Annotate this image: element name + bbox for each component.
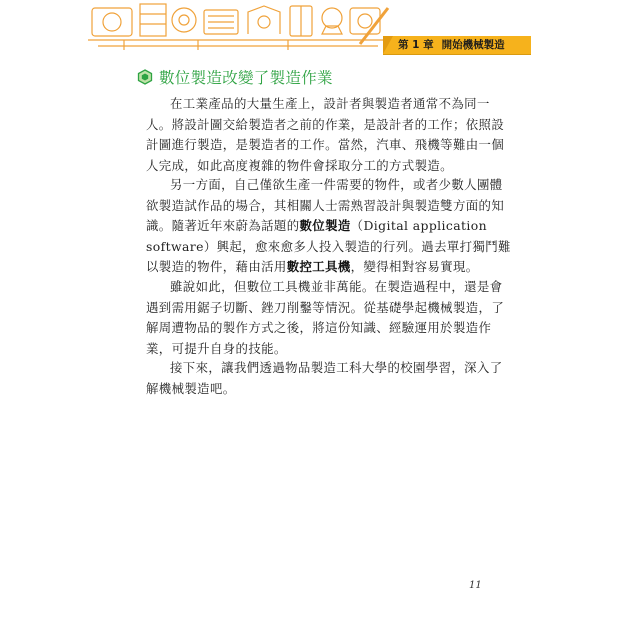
text-line: 另一方面，自己僅欲生產一件需要的物件，或者少數人團體 <box>170 177 503 192</box>
chapter-tab-notch <box>383 36 393 54</box>
key-term-cnc-machine: 數控工具機 <box>286 259 351 274</box>
chapter-label: 第 1 章 <box>398 39 434 51</box>
section-title: 數位製造改變了製造作業 <box>159 69 333 87</box>
chapter-title: 開始機械製造 <box>441 39 505 51</box>
chapter-header <box>398 37 505 53</box>
text-run: ）興起，愈來愈多人投入製造的行列。過去單打獨鬥難 <box>203 238 511 254</box>
text-line: 雖說如此，但數位工具機並非萬能。在製造過程中，還是會 <box>170 279 503 294</box>
text-run: software <box>146 238 204 254</box>
machinery-sketch-banner <box>88 0 388 52</box>
text-line <box>146 216 488 237</box>
hexagon-bullet-icon <box>137 69 153 85</box>
paragraph-3 <box>146 277 505 359</box>
text-line: 遇到需用鋸子切斷、銼刀削鑿等情況。從基礎學起機械製造，了 <box>146 299 505 315</box>
paragraph-2 <box>146 175 511 278</box>
text-line: 人。將設計圖交給製造者之前的作業，是設計者的工作；依照設 <box>146 116 505 132</box>
text-line: 欲製造試作品的場合，其相關人士需熟習設計與製造雙方面的知 <box>146 197 505 213</box>
text-line: 解周遭物品的製作方式之後，將這份知識、經驗運用於製造作 <box>146 320 492 335</box>
page-number: 11 <box>469 580 482 591</box>
text-line <box>146 257 478 278</box>
text-run: （Digital application <box>350 218 488 233</box>
text-line: 在工業產品的大量生產上，設計者與製造者通常不為同一 <box>170 96 490 111</box>
paragraph-4 <box>146 358 503 399</box>
text-line: 解機械製造吧。 <box>146 380 236 396</box>
text-line: 接下來，讓我們透過物品製造工科大學的校園學習，深入了 <box>170 360 503 375</box>
section-heading <box>137 66 333 88</box>
text-line: 計圖進行製造，是製造者的工作。當然，汽車、飛機等難由一個 <box>146 137 505 152</box>
text-line: 人完成，如此高度複雜的物件會採取分工的方式製造。 <box>146 157 453 173</box>
text-run: ，變得相對容易實現。 <box>350 259 479 274</box>
text-line: 業，可提升自身的技能。 <box>146 340 287 356</box>
text-run: 識。隨著近年來蔚為話題的 <box>146 218 300 233</box>
text-line <box>146 237 511 258</box>
key-term-digital-fabrication: 數位製造 <box>299 218 351 233</box>
text-run: 以製造的物件，藉由活用 <box>146 259 287 274</box>
paragraph-1 <box>146 94 505 176</box>
